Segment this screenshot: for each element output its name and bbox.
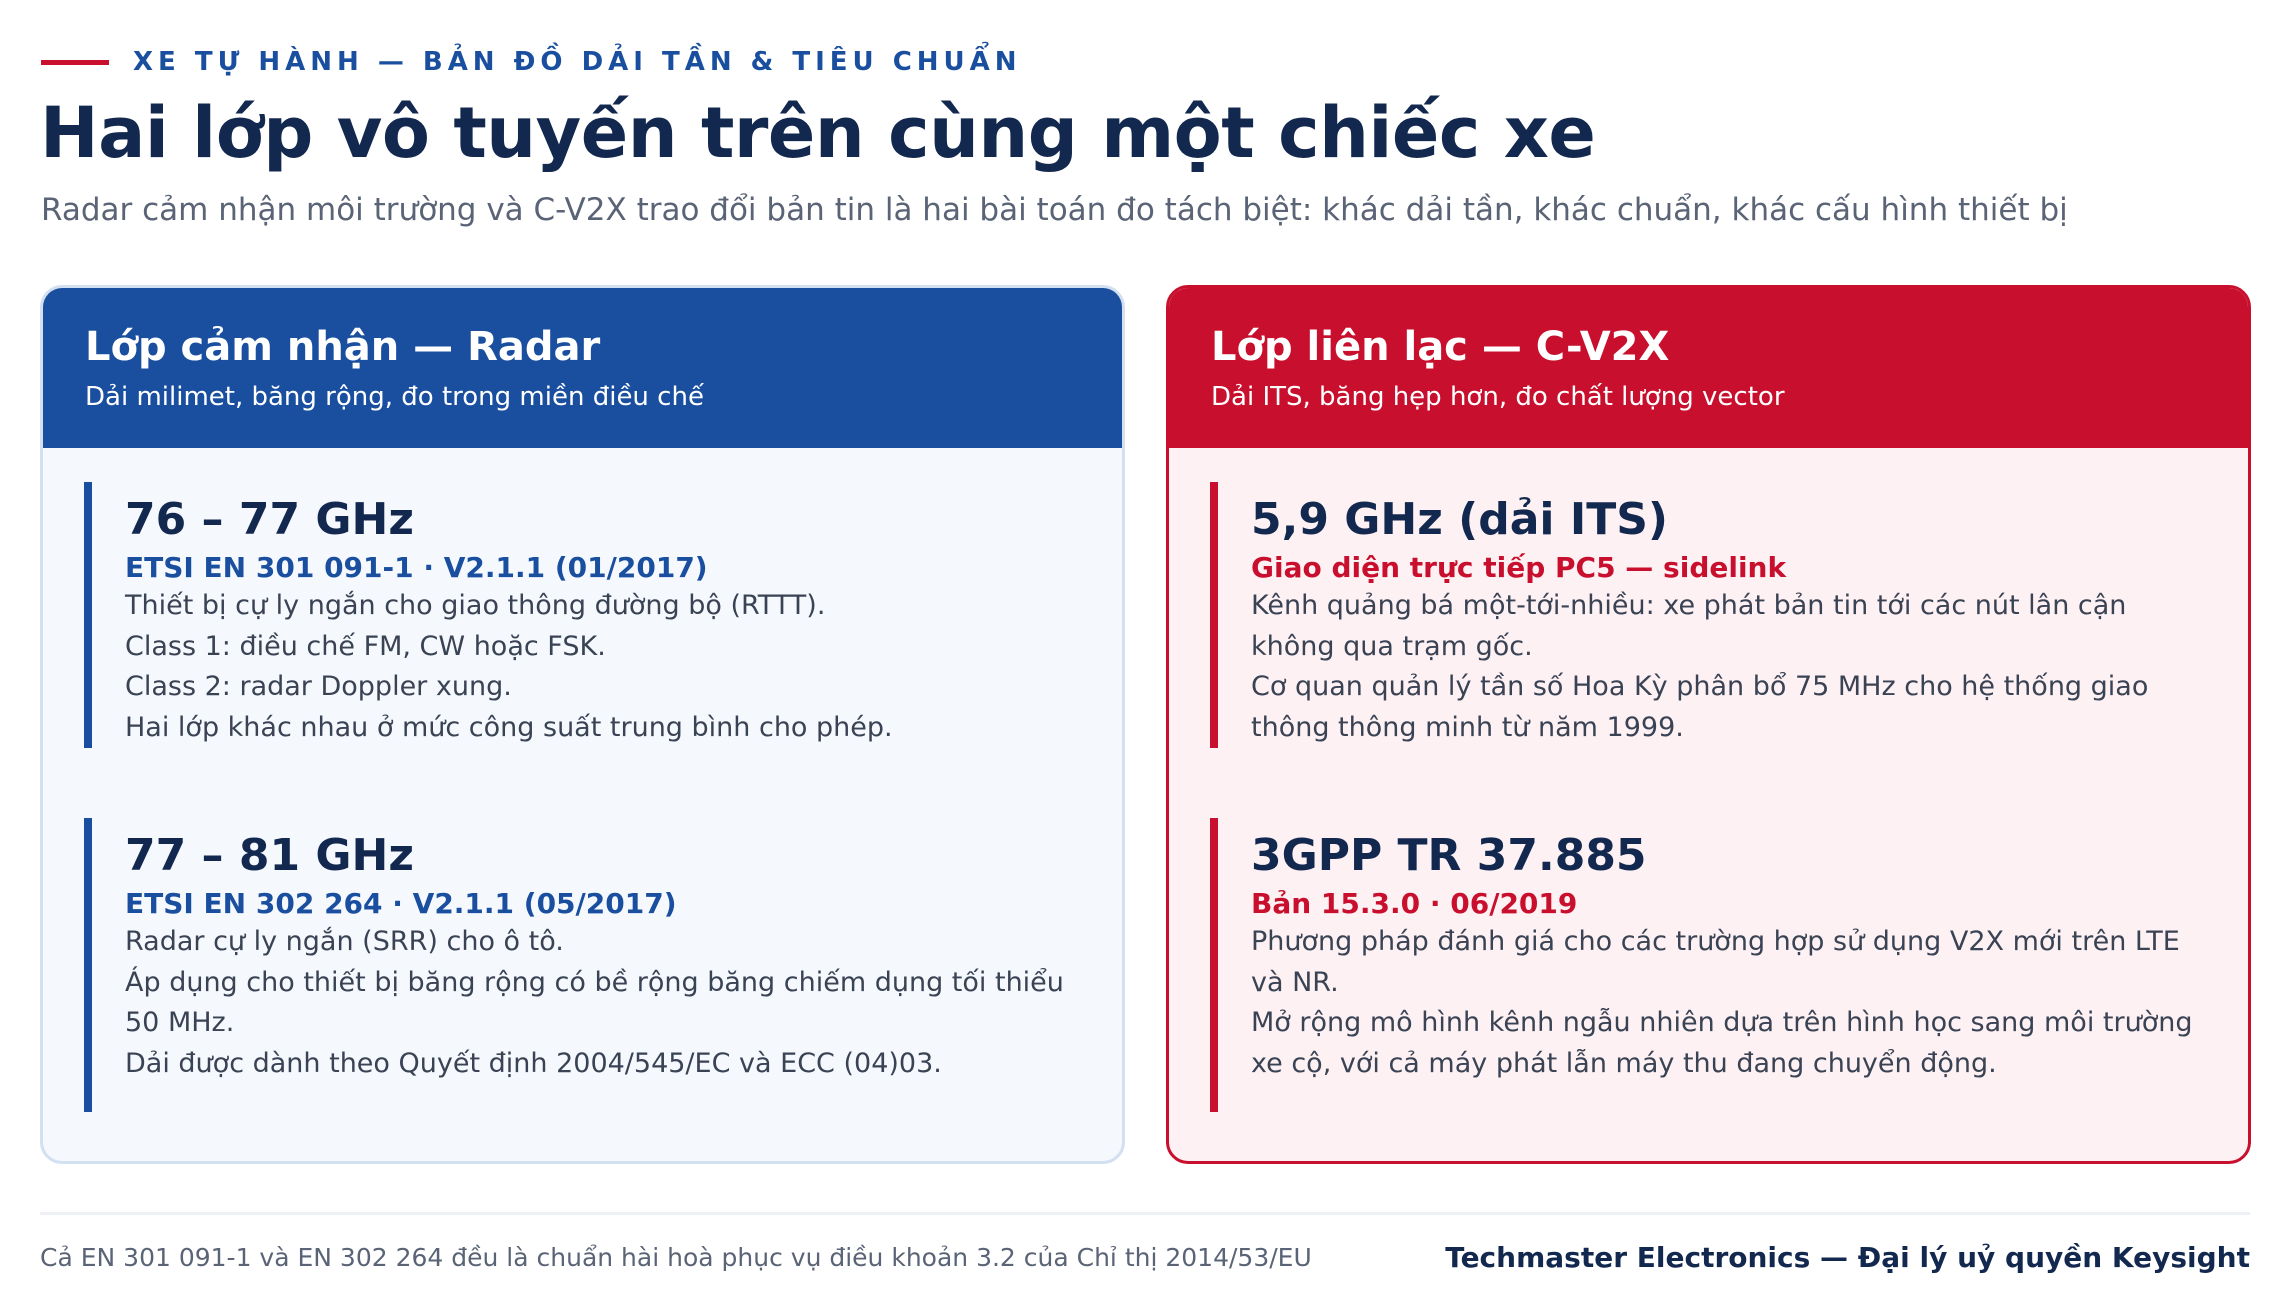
radar-card-title: Lớp cảm nhận — Radar xyxy=(85,324,601,370)
description-line: Cơ quan quản lý tần số Hoa Kỳ phân bổ 75 MHz cho hệ thống giao thông thông minh từ năm 1999. xyxy=(1251,671,2149,743)
description-line: Radar cự ly ngắn (SRR) cho ô tô. xyxy=(125,926,564,957)
cv2x-standard-block xyxy=(1210,818,2210,1112)
description-line: Kênh quảng bá một-tới-nhiều: xe phát bản tin tới các nút lân cận không qua trạm gốc. xyxy=(1251,590,2127,662)
standard-label: ETSI EN 301 091-1 · V2.1.1 (01/2017) xyxy=(125,551,708,584)
description-line: Dải được dành theo Quyết định 2004/545/EC và ECC (04)03. xyxy=(125,1047,942,1079)
eyebrow xyxy=(41,44,1022,80)
band-title: 76 – 77 GHz xyxy=(125,494,414,545)
standard-label: ETSI EN 302 264 · V2.1.1 (05/2017) xyxy=(125,887,677,920)
description-line: Thiết bị cự ly ngắn cho giao thông đường bộ (RTTT). xyxy=(125,590,826,621)
cv2x-card-title: Lớp liên lạc — C-V2X xyxy=(1211,324,1670,370)
band-title: 3GPP TR 37.885 xyxy=(1251,830,1647,881)
description-line: Áp dụng cho thiết bị băng rộng có bề rộng băng chiếm dụng tối thiểu 50 MHz. xyxy=(125,966,1064,1038)
footer-note: Cả EN 301 091-1 và EN 302 264 đều là chuẩn hài hoà phục vụ điều khoản 3.2 của Chỉ thị 2014/53/EU xyxy=(40,1243,1312,1272)
radar-card-subtitle: Dải milimet, băng rộng, đo trong miền điều chế xyxy=(85,382,704,412)
standard-label: Bản 15.3.0 · 06/2019 xyxy=(1251,887,1578,920)
footer-divider xyxy=(40,1212,2250,1215)
description-line: Hai lớp khác nhau ở mức công suất trung bình cho phép. xyxy=(125,711,893,743)
radar-card-header xyxy=(43,288,1122,448)
eyebrow-text: XE TỰ HÀNH — BẢN ĐỒ DẢI TẦN & TIÊU CHUẨN xyxy=(133,47,1022,77)
radar-band-block xyxy=(84,482,1084,748)
page-title: Hai lớp vô tuyến trên cùng một chiếc xe xyxy=(40,92,1596,174)
radar-card xyxy=(40,285,1125,1164)
radar-band-block xyxy=(84,818,1084,1112)
standard-label: Giao diện trực tiếp PC5 — sidelink xyxy=(1251,551,1787,584)
description-line: Mở rộng mô hình kênh ngẫu nhiên dựa trên hình học sang môi trường xe cộ, với cả máy phát lẫn máy thu đang chuyển động. xyxy=(1251,1007,2193,1079)
cv2x-card-subtitle: Dải ITS, băng hẹp hơn, đo chất lượng vector xyxy=(1211,382,1785,412)
cv2x-card-header xyxy=(1169,288,2248,448)
cv2x-card xyxy=(1166,285,2251,1164)
band-title: 5,9 GHz (dải ITS) xyxy=(1251,494,1669,545)
description-line: Class 2: radar Doppler xung. xyxy=(125,671,512,702)
eyebrow-accent-line xyxy=(41,60,109,65)
cv2x-band-block xyxy=(1210,482,2210,748)
page-subtitle: Radar cảm nhận môi trường và C-V2X trao đổi bản tin là hai bài toán đo tách biệt: khác dải tần, khác chuẩn, khác cấu hình thiết bị xyxy=(41,192,2068,228)
description-line: Class 1: điều chế FM, CW hoặc FSK. xyxy=(125,630,606,662)
description-line: Phương pháp đánh giá cho các trường hợp sử dụng V2X mới trên LTE và NR. xyxy=(1251,926,2180,998)
footer-brand: Techmaster Electronics — Đại lý uỷ quyền Keysight xyxy=(1445,1241,2250,1274)
band-title: 77 – 81 GHz xyxy=(125,830,414,881)
